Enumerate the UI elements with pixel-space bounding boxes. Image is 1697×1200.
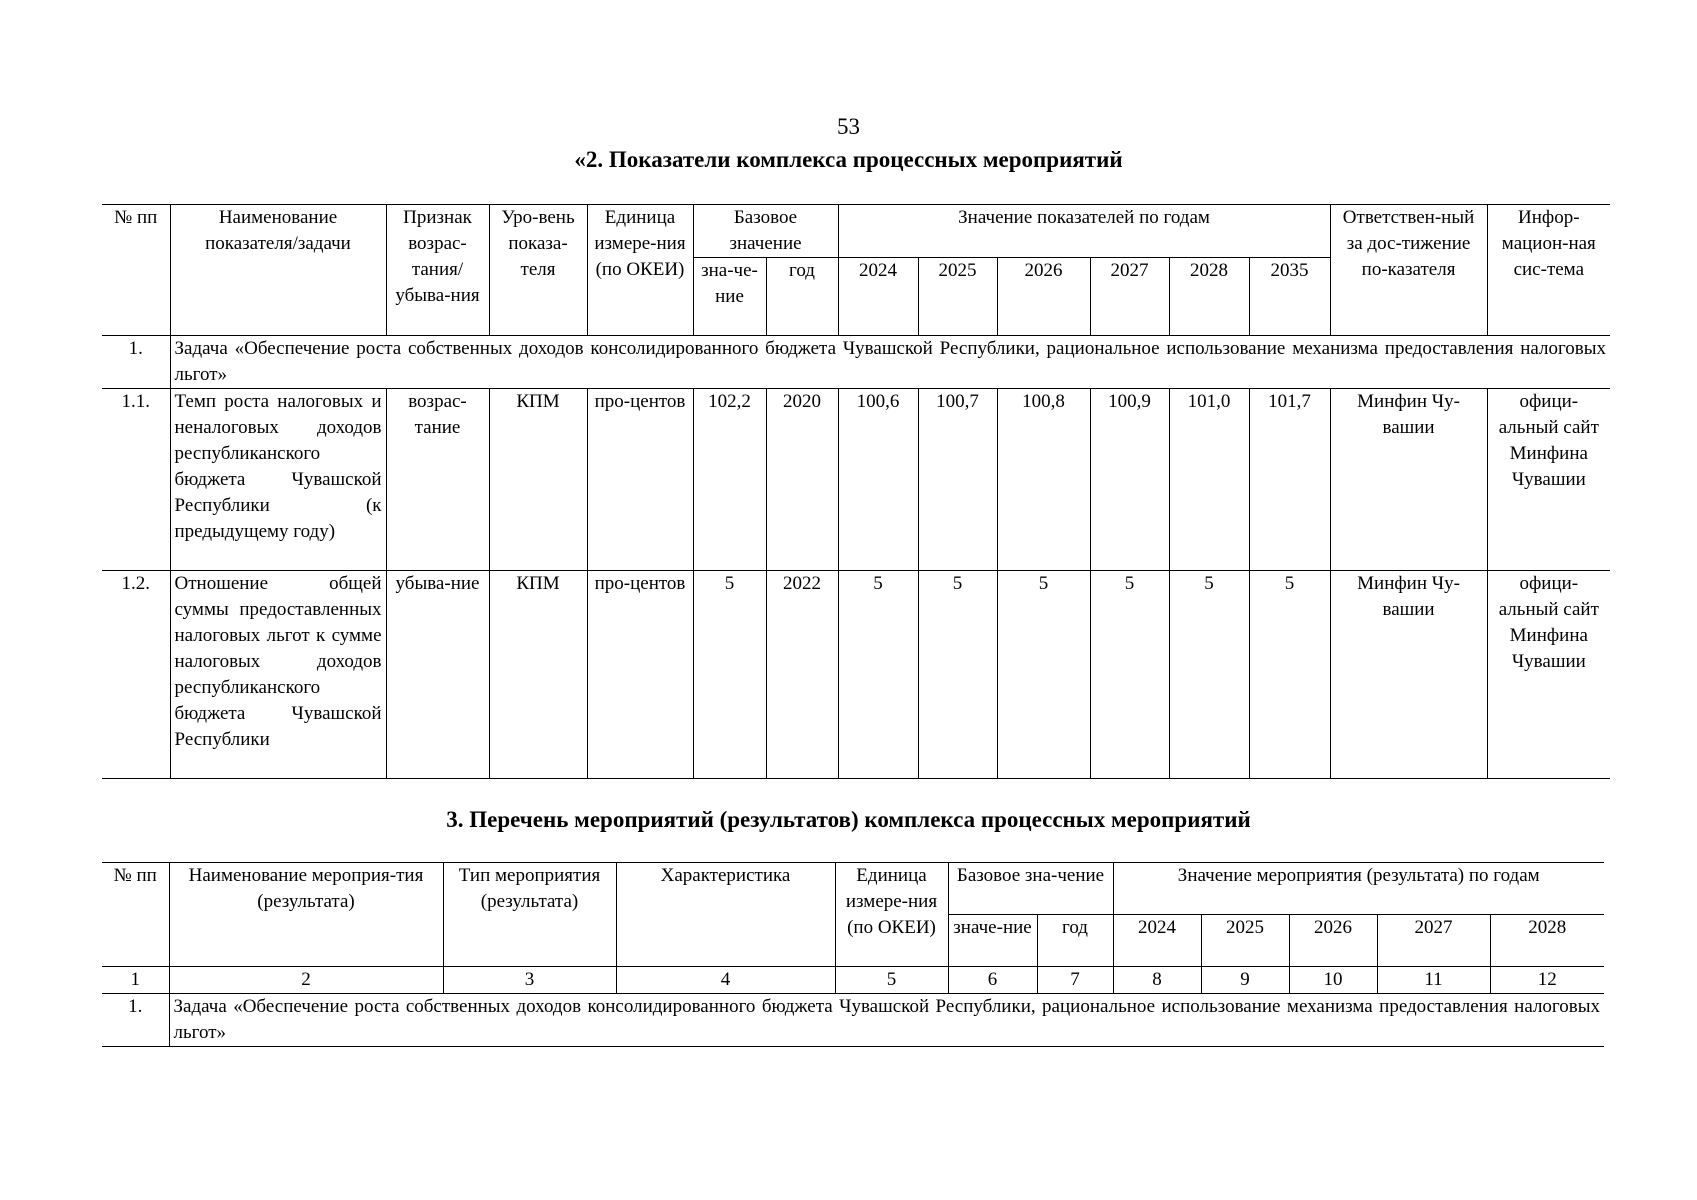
row-base-value: 102,2 bbox=[693, 389, 766, 571]
task-row bbox=[102, 994, 1604, 1047]
task-text: Задача «Обеспечение роста собственных доходов консолидированного бюджета Чувашской Республики, рациональное использование механизма предоставления налоговых льгот» bbox=[170, 336, 1610, 389]
row-value: 100,6 bbox=[838, 389, 918, 571]
header-base-year: год bbox=[1037, 915, 1113, 967]
row-value: 100,9 bbox=[1090, 389, 1169, 571]
column-number: 2 bbox=[169, 967, 443, 994]
header-year: 2024 bbox=[1113, 915, 1201, 967]
column-number: 7 bbox=[1037, 967, 1113, 994]
section-3-title: 3. Перечень мероприятий (результатов) комплекса процессных мероприятий bbox=[446, 807, 1251, 832]
row-value: 101,0 bbox=[1169, 389, 1249, 571]
header-characteristic: Характеристика bbox=[616, 863, 835, 967]
header-unit: Единица измере-ния (по ОКЕИ) bbox=[835, 863, 948, 967]
header-year: 2025 bbox=[1201, 915, 1289, 967]
header-year: 2027 bbox=[1090, 258, 1169, 336]
row-name: Отношение общей суммы предоставленных налоговых льгот к сумме налоговых доходов республиканского бюджета Чувашской Республики bbox=[170, 571, 386, 779]
row-value: 5 bbox=[838, 571, 918, 779]
header-num: № пп bbox=[102, 205, 170, 336]
row-base-year: 2020 bbox=[766, 389, 838, 571]
header-years-group: Значение мероприятия (результата) по годам bbox=[1113, 863, 1604, 915]
row-level: КПМ bbox=[489, 571, 587, 779]
row-value: 101,7 bbox=[1249, 389, 1330, 571]
task-row bbox=[102, 336, 1610, 389]
column-number: 8 bbox=[1113, 967, 1201, 994]
page-number: 53 bbox=[837, 114, 860, 139]
row-sign: убыва-ние bbox=[386, 571, 489, 779]
row-sign: возрас-тание bbox=[386, 389, 489, 571]
header-info-system: Инфор-мацион-ная сис-тема bbox=[1487, 205, 1610, 336]
row-responsible: Минфин Чу-вашии bbox=[1330, 389, 1487, 571]
column-number: 5 bbox=[835, 967, 948, 994]
row-value: 100,8 bbox=[997, 389, 1090, 571]
table-row bbox=[102, 389, 1610, 571]
task-num: 1. bbox=[102, 336, 170, 389]
header-level: Уро-вень показа-теля bbox=[489, 205, 587, 336]
column-number: 6 bbox=[948, 967, 1037, 994]
row-value: 5 bbox=[918, 571, 997, 779]
column-number: 10 bbox=[1289, 967, 1377, 994]
header-sign: Признак возрас-тания/ убыва-ния bbox=[386, 205, 489, 336]
header-year: 2026 bbox=[997, 258, 1090, 336]
header-name: Наименование мероприя-тия (результата) bbox=[169, 863, 443, 967]
task-text: Задача «Обеспечение роста собственных доходов консолидированного бюджета Чувашской Республики, рациональное использование механизма предоставления налоговых льгот» bbox=[169, 994, 1604, 1047]
header-year: 2024 bbox=[838, 258, 918, 336]
row-value: 5 bbox=[1090, 571, 1169, 779]
header-year: 2028 bbox=[1490, 915, 1604, 967]
table-row bbox=[102, 571, 1610, 779]
row-value: 5 bbox=[1249, 571, 1330, 779]
column-number: 3 bbox=[443, 967, 616, 994]
row-info-system: офици-альный сайт Минфина Чувашии bbox=[1487, 389, 1610, 571]
header-year: 2027 bbox=[1377, 915, 1490, 967]
header-base-value: значе-ние bbox=[948, 915, 1037, 967]
header-year: 2025 bbox=[918, 258, 997, 336]
row-base-year: 2022 bbox=[766, 571, 838, 779]
header-responsible: Ответствен-ный за дос-тижение по-казателя bbox=[1330, 205, 1487, 336]
header-type: Тип мероприятия (результата) bbox=[443, 863, 616, 967]
column-number: 12 bbox=[1490, 967, 1604, 994]
column-numbers-row bbox=[102, 967, 1604, 994]
header-base-year: год bbox=[766, 258, 838, 336]
section-2-title: «2. Показатели комплекса процессных мероприятий bbox=[574, 147, 1123, 172]
column-number: 4 bbox=[616, 967, 835, 994]
row-value: 5 bbox=[1169, 571, 1249, 779]
header-base: Базовое значение bbox=[693, 205, 838, 258]
header-year: 2028 bbox=[1169, 258, 1249, 336]
row-unit: про-центов bbox=[587, 389, 693, 571]
header-year: 2026 bbox=[1289, 915, 1377, 967]
row-responsible: Минфин Чу-вашии bbox=[1330, 571, 1487, 779]
row-unit: про-центов bbox=[587, 571, 693, 779]
task-num: 1. bbox=[102, 994, 169, 1047]
column-number: 1 bbox=[102, 967, 169, 994]
row-name: Темп роста налоговых и неналоговых доходов республиканского бюджета Чувашской Республики (к предыдущему году) bbox=[170, 389, 386, 571]
header-year: 2035 bbox=[1249, 258, 1330, 336]
row-level: КПМ bbox=[489, 389, 587, 571]
row-num: 1.1. bbox=[102, 389, 170, 571]
row-base-value: 5 bbox=[693, 571, 766, 779]
header-base-value: зна-че-ние bbox=[693, 258, 766, 336]
header-num: № пп bbox=[102, 863, 169, 967]
column-number: 11 bbox=[1377, 967, 1490, 994]
row-value: 5 bbox=[997, 571, 1090, 779]
header-unit: Единица измере-ния (по ОКЕИ) bbox=[587, 205, 693, 336]
measures-table bbox=[102, 862, 1604, 1047]
column-number: 9 bbox=[1201, 967, 1289, 994]
header-years-group: Значение показателей по годам bbox=[838, 205, 1330, 258]
header-base: Базовое зна-чение bbox=[948, 863, 1113, 915]
header-name: Наименование показателя/задачи bbox=[170, 205, 386, 336]
row-num: 1.2. bbox=[102, 571, 170, 779]
row-value: 100,7 bbox=[918, 389, 997, 571]
indicators-table bbox=[102, 204, 1610, 779]
row-info-system: офици-альный сайт Минфина Чувашии bbox=[1487, 571, 1610, 779]
